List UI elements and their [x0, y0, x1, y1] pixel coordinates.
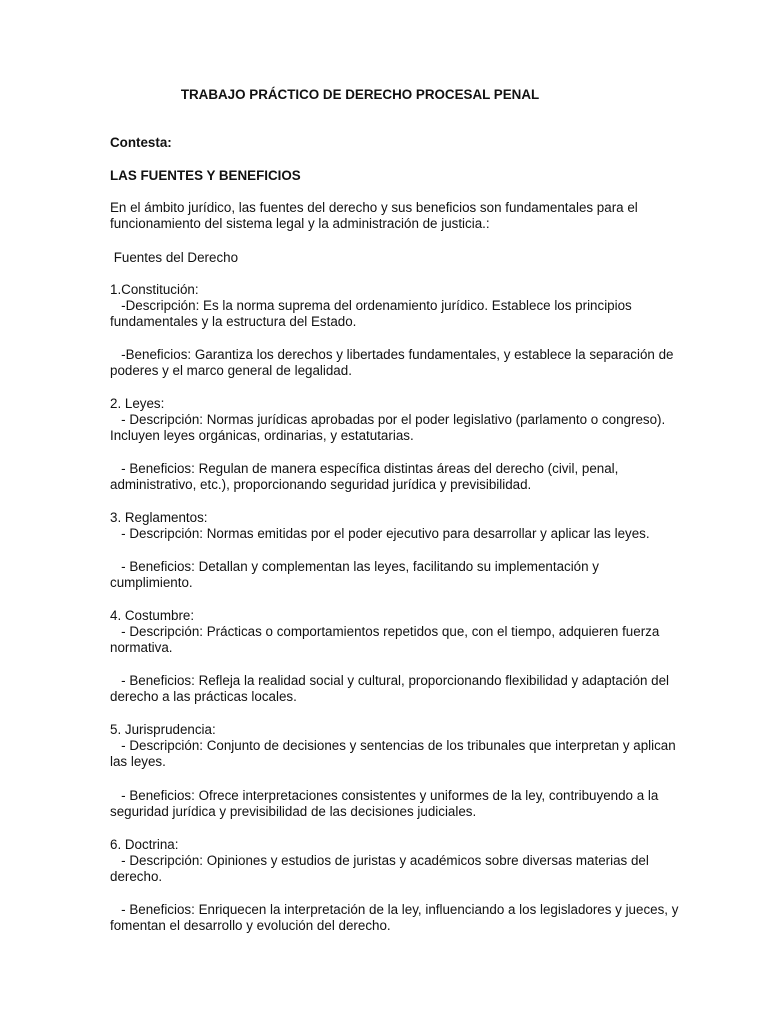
answer-label: Contesta: [110, 135, 172, 150]
source-heading: 6. Doctrina: [110, 837, 179, 852]
source-description: - Descripción: Normas jurídicas aprobadas por el poder legislativo (parlamento o congreso). [110, 412, 666, 427]
source-heading: 4. Costumbre: [110, 608, 195, 623]
source-benefits: administrativo, etc.), proporcionando seguridad jurídica y previsibilidad. [110, 477, 532, 492]
intro-line: funcionamiento del sistema legal y la administración de justicia.: [110, 216, 490, 231]
source-benefits: - Beneficios: Detallan y complementan las leyes, facilitando su implementación y [110, 559, 599, 574]
source-benefits: fomentan el desarrollo y evolución del derecho. [110, 918, 391, 933]
source-description: - Descripción: Prácticas o comportamientos repetidos que, con el tiempo, adquieren fuerza [110, 624, 660, 639]
source-heading: 2. Leyes: [110, 396, 165, 411]
source-benefits: cumplimiento. [110, 575, 193, 590]
source-heading: 1.Constitución: [110, 282, 199, 297]
document-title: TRABAJO PRÁCTICO DE DERECHO PROCESAL PENAL [180, 87, 540, 102]
source-benefits: derecho a las prácticas locales. [110, 689, 297, 704]
source-description: - Descripción: Conjunto de decisiones y sentencias de los tribunales que interpretan y aplican [110, 738, 676, 753]
source-description: - Descripción: Opiniones y estudios de juristas y académicos sobre diversas materias del [110, 853, 649, 868]
source-benefits: -Beneficios: Garantiza los derechos y libertades fundamentales, y establece la separación de [110, 347, 674, 362]
source-heading: 3. Reglamentos: [110, 510, 208, 525]
source-benefits: - Beneficios: Enriquecen la interpretación de la ley, influenciando a los legisladores y jueces, y [110, 902, 679, 917]
source-description: Incluyen leyes orgánicas, ordinarias, y estatutarias. [110, 428, 414, 443]
source-description: fundamentales y la estructura del Estado. [110, 314, 357, 329]
source-description: - Descripción: Normas emitidas por el poder ejecutivo para desarrollar y aplicar las leyes. [110, 526, 650, 541]
source-heading: 5. Jurisprudencia: [110, 722, 216, 737]
source-benefits: - Beneficios: Ofrece interpretaciones consistentes y uniformes de la ley, contribuyendo a la [110, 788, 659, 803]
source-description: derecho. [110, 869, 163, 884]
source-description: normativa. [110, 640, 173, 655]
source-benefits: poderes y el marco general de legalidad. [110, 363, 352, 378]
source-benefits: - Beneficios: Refleja la realidad social y cultural, proporcionando flexibilidad y adaptación del [110, 673, 670, 688]
section-heading: LAS FUENTES Y BENEFICIOS [110, 168, 301, 183]
subheading: Fuentes del Derecho [110, 250, 239, 265]
source-description: -Descripción: Es la norma suprema del ordenamiento jurídico. Establece los principios [110, 298, 632, 313]
source-benefits: - Beneficios: Regulan de manera específica distintas áreas del derecho (civil, penal, [110, 461, 619, 476]
source-description: las leyes. [110, 754, 166, 769]
intro-line: En el ámbito jurídico, las fuentes del derecho y sus beneficios son fundamentales para el [110, 200, 638, 215]
source-benefits: seguridad jurídica y previsibilidad de las decisiones judiciales. [110, 804, 477, 819]
